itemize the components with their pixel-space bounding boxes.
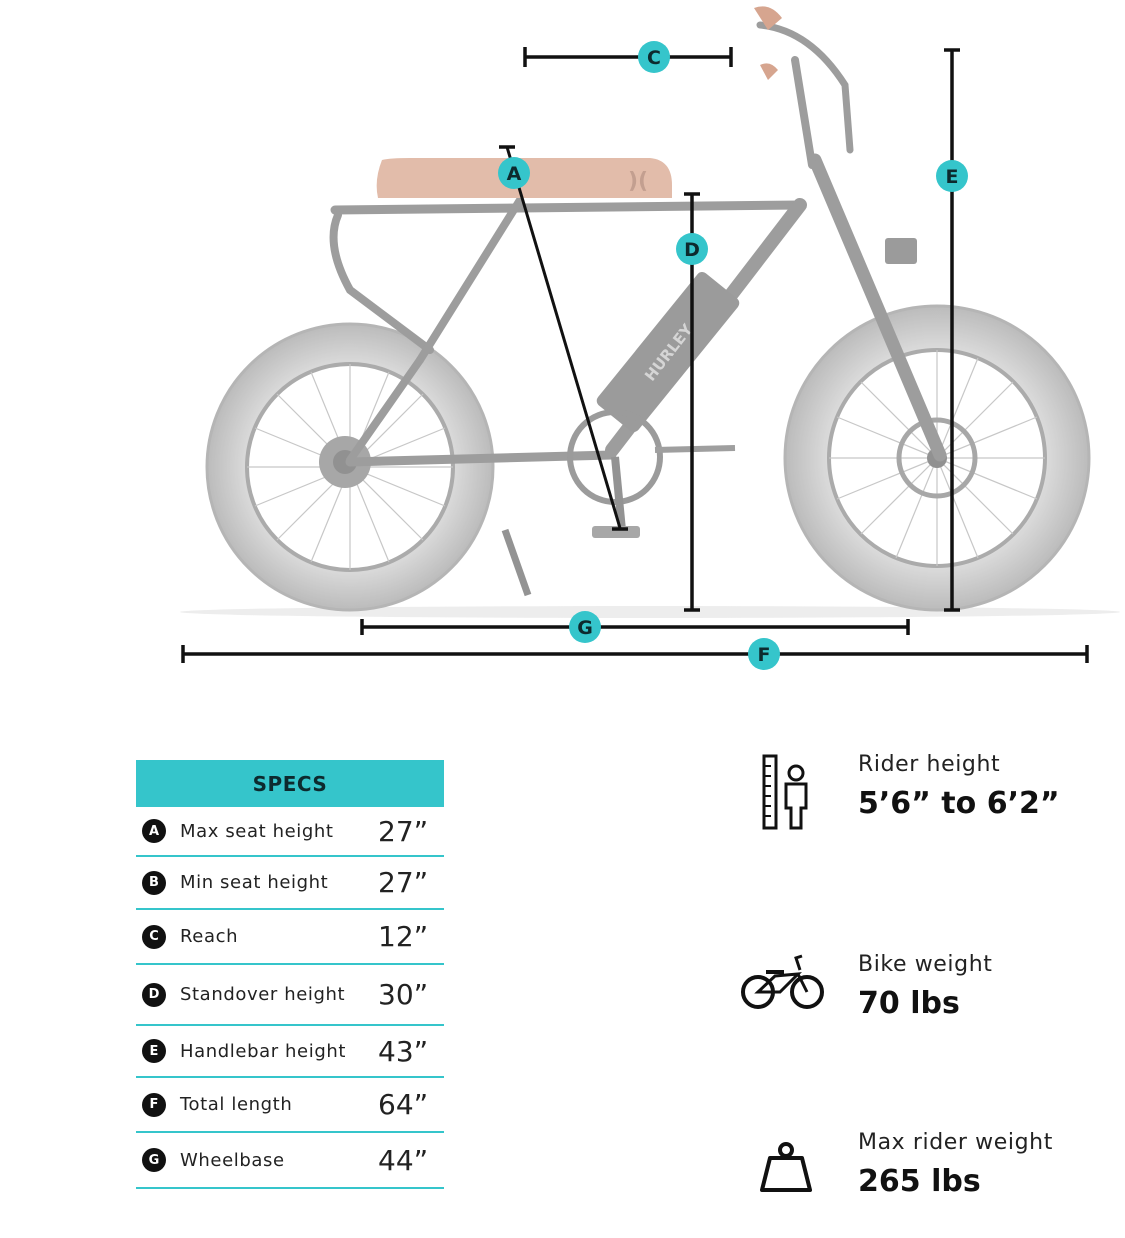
- callout-c: [638, 41, 670, 73]
- callout-f: [748, 638, 780, 670]
- battery-brand-text: HURLEY: [641, 320, 697, 385]
- specs-header: SPECS: [136, 760, 444, 807]
- stat-value: 5’6” to 6’2”: [858, 786, 1060, 821]
- spec-letter-badge: B: [142, 871, 166, 895]
- spec-label: Total length: [180, 1094, 293, 1115]
- svg-text:C: C: [647, 47, 661, 69]
- spec-label: Handlebar height: [180, 1040, 347, 1062]
- spec-value: 44”: [378, 1143, 429, 1177]
- callout-d: [676, 233, 708, 265]
- spec-label: Max seat height: [180, 820, 334, 842]
- spec-row: [136, 857, 444, 910]
- spec-row: [136, 1133, 444, 1189]
- specs-table: [136, 760, 444, 1189]
- weight-icon: [740, 1128, 850, 1218]
- stat-value: 265 lbs: [858, 1164, 981, 1199]
- spec-letter-badge: A: [142, 819, 166, 843]
- spec-letter-badge: G: [142, 1148, 166, 1172]
- stat-value: 70 lbs: [858, 986, 960, 1021]
- rear-wheel: [207, 324, 493, 610]
- stat-max-rider-weight: [740, 1128, 1110, 1238]
- callout-e: [936, 160, 968, 192]
- spec-value: 43”: [378, 1034, 429, 1068]
- svg-text:E: E: [945, 166, 959, 188]
- callout-a: [498, 157, 530, 189]
- rider-height-icon: [740, 750, 850, 840]
- spec-row: [136, 1026, 444, 1078]
- stat-bike-weight: [740, 950, 1110, 1060]
- spec-value: 64”: [378, 1088, 429, 1121]
- spec-label: Standover height: [180, 984, 346, 1005]
- spec-value: 30”: [378, 978, 429, 1011]
- stat-label: Rider height: [858, 752, 1001, 777]
- stat-label: Max rider weight: [858, 1130, 1053, 1155]
- spec-letter-badge: C: [142, 925, 166, 949]
- svg-text:D: D: [684, 239, 700, 261]
- spec-letter-badge: F: [142, 1093, 166, 1117]
- svg-text:A: A: [506, 163, 522, 185]
- spec-label: Min seat height: [180, 872, 329, 893]
- bike-illustration: [180, 6, 1120, 618]
- spec-value: 27”: [378, 814, 429, 848]
- spec-row: [136, 807, 444, 857]
- spec-value: 27”: [378, 866, 429, 899]
- spec-row: [136, 1078, 444, 1133]
- spec-value: 12”: [378, 920, 429, 953]
- stat-label: Bike weight: [858, 952, 993, 977]
- spec-row: [136, 910, 444, 965]
- spec-label: Wheelbase: [180, 1149, 285, 1171]
- bike-icon: [740, 950, 850, 1040]
- svg-text:F: F: [757, 644, 771, 666]
- stat-rider-height: [740, 750, 1110, 860]
- svg-text:G: G: [577, 617, 593, 639]
- spec-row: [136, 965, 444, 1026]
- spec-letter-badge: D: [142, 983, 166, 1007]
- spec-label: Reach: [180, 926, 239, 947]
- callout-g: [569, 611, 601, 643]
- seat-logo: )(: [628, 169, 649, 194]
- spec-letter-badge: E: [142, 1039, 166, 1063]
